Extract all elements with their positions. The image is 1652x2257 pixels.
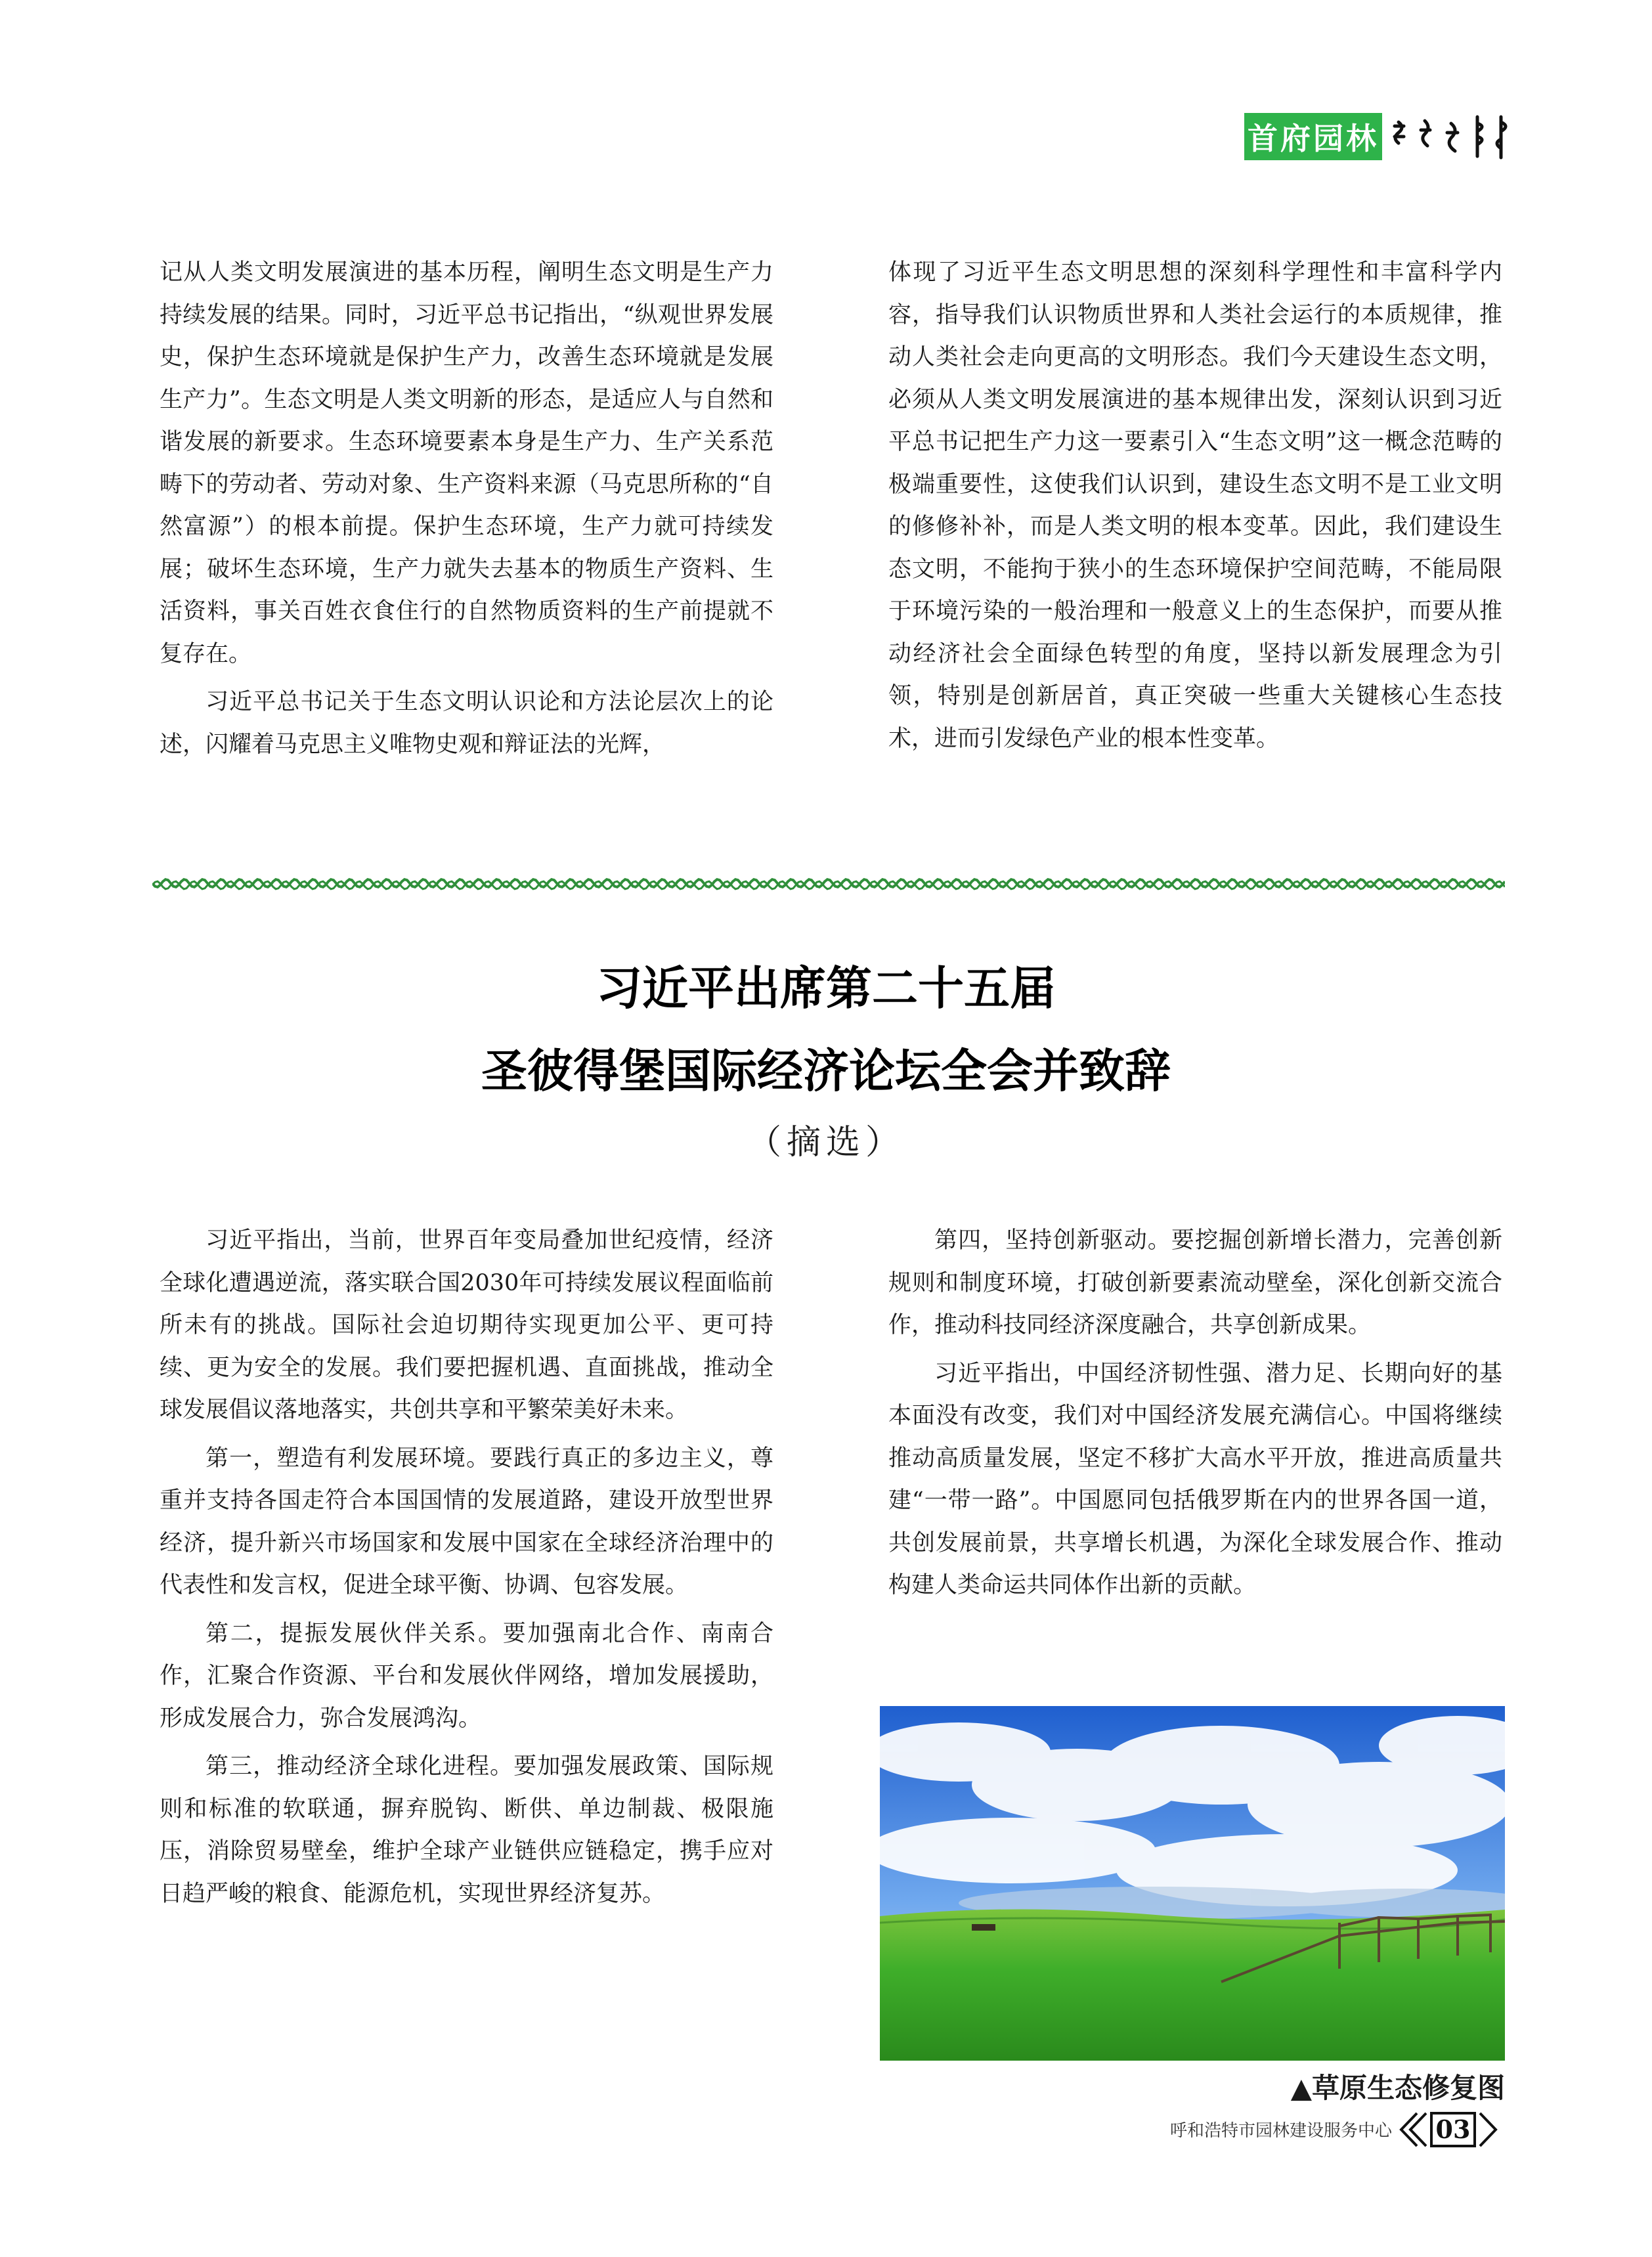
article2-left-column bbox=[160, 1219, 773, 1915]
article2-paragraph: 第四，坚持创新驱动。要挖掘创新增长潜力，完善创新规则和制度环境，打破创新要素流动壁垒，深化创新交流合作，推动科技同经济深度融合，共享创新成果。 bbox=[888, 1227, 1502, 1338]
section-badge: 首府园林 bbox=[1244, 113, 1382, 160]
article-title-line1: 习近平出席第二十五届 bbox=[596, 961, 1056, 1015]
article2-paragraph: 习近平指出，当前，世界百年变局叠加世纪疫情，经济全球化遭遇逆流，落实联合国2030年可持续发展议程面临前所未有的挑战。国际社会迫切期待实现更加公平、更可持续、更为安全的发展。我们要把握机遇、直面挑战，推动全球发展倡议落地落实，共创共享和平繁荣美好未来。 bbox=[160, 1227, 773, 1423]
article1-right-paragraph: 体现了习近平生态文明思想的深刻科学理性和丰富科学内容，指导我们认识物质世界和人类社会运行的本质规律，推动人类社会走向更高的文明形态。我们今天建设生态文明，必须从人类文明发展演进的基本规律出发，深刻认识到习近平总书记把生产力这一要素引入“生态文明”这一概念范畴的极端重要性，这使我们认识到，建设生态文明不是工业文明的修修补补，而是人类文明的根本变革。因此，我们建设生态文明，不能拘于狭小的生态环境保护空间范畴，不能局限于环境污染的一般治理和一般意义上的生态保护，而要从推动经济社会全面绿色转型的角度，坚持以新发展理念为引领，特别是创新居首，真正突破一些重大关键核心生态技术，进而引发绿色产业的根本性变革。 bbox=[888, 259, 1502, 752]
footer-organization: 呼和浩特市园林建设服务中心 bbox=[1169, 2121, 1392, 2141]
mongolian-script-icon bbox=[1385, 110, 1517, 163]
article2-paragraph: 习近平指出，中国经济韧性强、潜力足、长期向好的基本面没有改变，我们对中国经济发展充满信心。中国将继续推动高质量发展，坚定不移扩大高水平开放，推进高质量共建“一带一路”。中国愿同包括俄罗斯在内的世界各国一道，共创发展前景，共享增长机遇，为深化全球发展合作、推动构建人类命运共同体作出新的贡献。 bbox=[888, 1360, 1502, 1598]
article2-paragraph: 第三，推动经济全球化进程。要加强发展政策、国际规则和标准的软联通，摒弃脱钩、断供、单边制裁、极限施压，消除贸易壁垒，维护全球产业链供应链稳定，携手应对日趋严峻的粮食、能源危机，实现世界经济复苏。 bbox=[160, 1753, 773, 1907]
page-number: 03 bbox=[1435, 2115, 1471, 2144]
article1-right-column bbox=[888, 252, 1502, 760]
article2-paragraph: 第二，提振发展伙伴关系。要加强南北合作、南南合作，汇聚合作资源、平台和发展伙伴网络，增加发展援助，形成发展合力，弥合发展鸿沟。 bbox=[160, 1620, 773, 1732]
article-subtitle: （摘选） bbox=[747, 1123, 905, 1162]
article2-right-column bbox=[888, 1219, 1502, 1607]
article2-paragraph: 第一，塑造有利发展环境。要践行真正的多边主义，尊重并支持各国走符合本国国情的发展道路，建设开放型世界经济，提升新兴市场国家和发展中国家在全球经济治理中的代表性和发言权，促进全球平衡、协调、包容发展。 bbox=[160, 1445, 773, 1598]
photo-caption: ▲草原生态修复图 bbox=[1290, 2072, 1505, 2104]
article1-left-paragraph: 记从人类文明发展演进的基本历程，阐明生态文明是生产力持续发展的结果。同时，习近平总书记指出，“纵观世界发展史，保护生态环境就是保护生产力，改善生态环境就是发展生产力”。生态文明是人类文明新的形态，是适应人与自然和谐发展的新要求。生态环境要素本身是生产力、生产关系范畴下的劳动者、劳动对象、生产资料来源（马克思所称的“自然富源”）的根本前提。保护生态环境，生产力就可持续发展；破坏生态环境，生产力就失去基本的物质生产资料、生活资料，事关百姓衣食住行的自然物质资料的生产前提就不复存在。 bbox=[160, 259, 773, 667]
article-title-line2: 圣彼得堡国际经济论坛全会并致辞 bbox=[481, 1044, 1171, 1098]
article1-left-paragraph: 习近平总书记关于生态文明认识论和方法论层次上的论述，闪耀着马克思主义唯物史观和辩证法的光辉， bbox=[160, 689, 773, 758]
wave-divider bbox=[152, 873, 1505, 893]
grassland-photo bbox=[880, 1706, 1505, 2061]
article1-left-column bbox=[160, 252, 773, 766]
